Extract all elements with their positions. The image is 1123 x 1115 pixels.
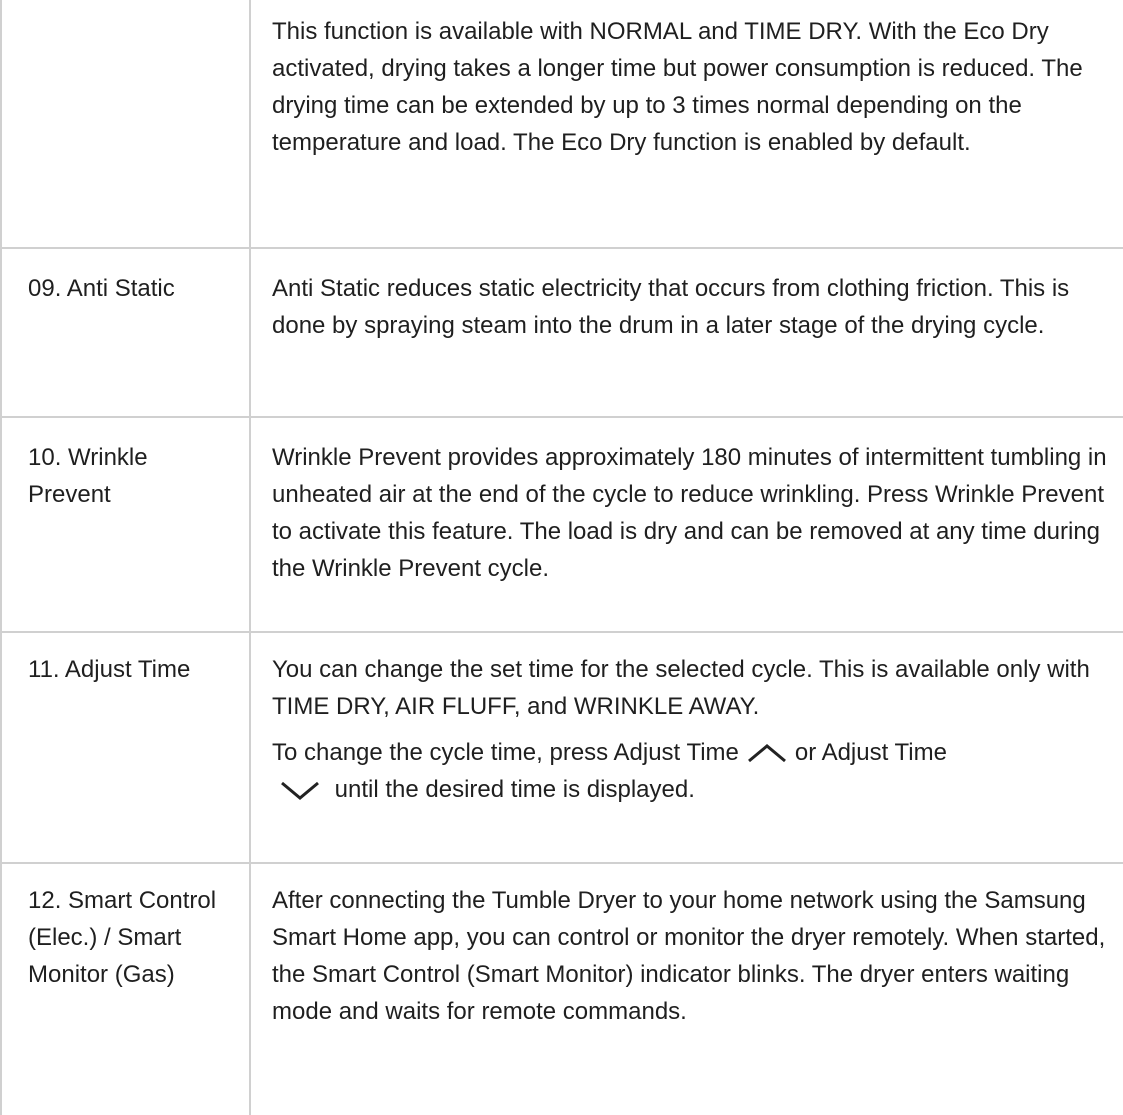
wrinkle-prevent-text: Wrinkle Prevent provides approximately 180 minutes of intermittent tumbling in unheated air at the end of the cycle to reduce wrinkling. Press Wrinkle Prevent to activate this feature. The load is dry and can be removed at any time during the Wrinkle Prevent cycle.: [272, 444, 1107, 582]
row-description-smart-control: [272, 882, 1117, 1030]
row-label-wrinkle-prevent: 10. Wrinkle Prevent: [28, 444, 148, 508]
table-left-border: [0, 0, 2, 1115]
adjust-time-instruction-part2: or Adjust Time: [794, 739, 947, 766]
row-label-smart-control: 12. Smart Control (Elec.) / Smart Monitor (Gas): [28, 887, 217, 988]
smart-control-text: After connecting the Tumble Dryer to your home network using the Samsung Smart Home app, you can control or monitor the dryer remotely. When started, the Smart Control (Smart Monitor) indicator blinks. The dryer enters waiting mode and waits for remote commands.: [272, 887, 1106, 1025]
anti-static-text: Anti Static reduces static electricity that occurs from clothing friction. This is done by spraying steam into the drum in a later stage of the drying cycle.: [272, 275, 1070, 339]
eco-dry-text: This function is available with NORMAL and TIME DRY. With the Eco Dry activated, drying takes a longer time but power consumption is reduced. The drying time can be extended by up to 3 times normal depending on the temperature and load. The Eco Dry function is enabled by default.: [272, 18, 1083, 156]
table-column-divider: [249, 0, 251, 1115]
row-divider: [0, 416, 1123, 418]
row-description-eco-dry: [272, 13, 1117, 161]
adjust-time-instruction-part1: To change the cycle time, press Adjust Time: [272, 739, 739, 766]
row-description-anti-static: [272, 270, 1117, 344]
adjust-time-text: You can change the set time for the selected cycle. This is available only with TIME DRY, AIR FLUFF, and WRINKLE AWAY.: [272, 656, 1090, 720]
chevron-up-icon: [745, 742, 789, 764]
row-label-anti-static: 09. Anti Static: [28, 275, 175, 302]
adjust-time-instruction: [272, 734, 1117, 808]
row-description-adjust-time: [272, 651, 1117, 808]
row-description-wrinkle-prevent: [272, 439, 1117, 587]
row-divider: [0, 631, 1123, 633]
row-label-adjust-time: 11. Adjust Time: [28, 656, 191, 683]
chevron-down-icon: [278, 779, 322, 801]
adjust-time-instruction-part3: until the desired time is displayed.: [334, 776, 695, 803]
row-divider: [0, 247, 1123, 249]
row-divider: [0, 862, 1123, 864]
